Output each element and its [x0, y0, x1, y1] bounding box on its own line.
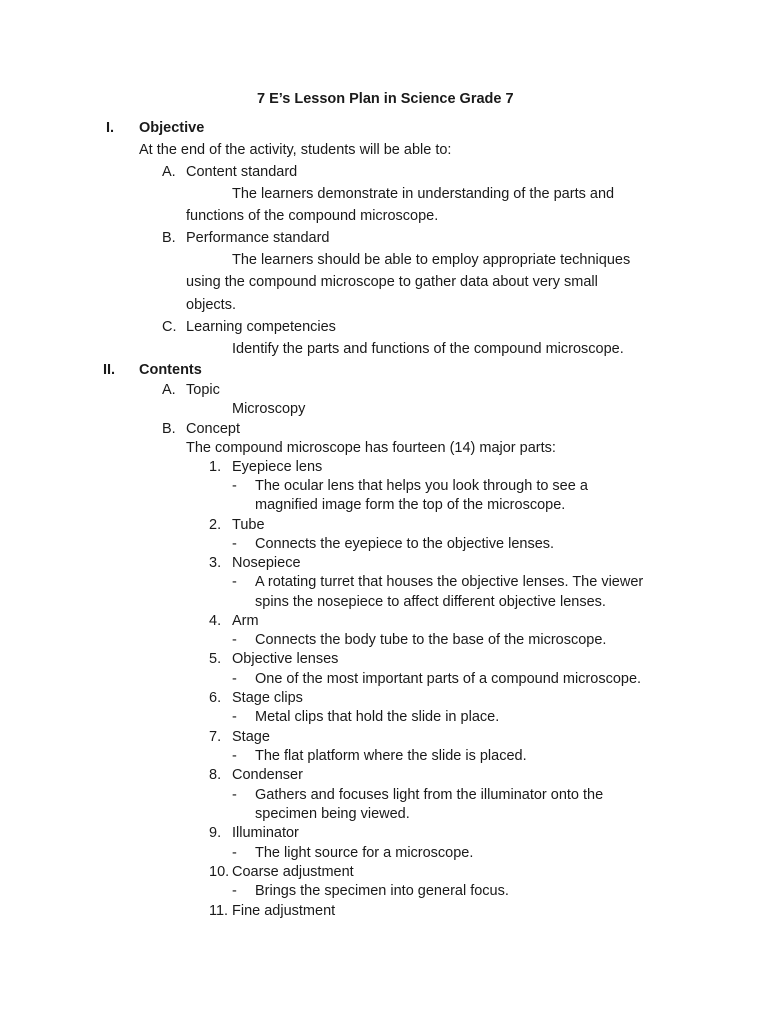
- part-name: Arm: [232, 613, 259, 629]
- section-2-number: II.: [103, 362, 116, 378]
- topic-text: Microscopy: [232, 401, 306, 417]
- section-1-heading: Objective: [139, 120, 205, 136]
- section-1-number: I.: [106, 120, 115, 136]
- part-description: The ocular lens that helps you look through to see a: [255, 478, 588, 494]
- part-description: One of the most important parts of a compound microscope.: [255, 671, 642, 687]
- part-name: Nosepiece: [232, 555, 301, 571]
- part-number: 10.: [209, 864, 230, 880]
- objective-intro: At the end of the activity, students will be able to:: [139, 142, 452, 158]
- performance-standard-text-1: The learners should be able to employ appropriate techniques: [232, 252, 631, 268]
- part-number: 4.: [209, 613, 222, 629]
- part-name: Fine adjustment: [232, 903, 336, 919]
- content-standard-label: Content standard: [186, 164, 298, 180]
- learning-competencies-label: Learning competencies: [186, 319, 336, 335]
- part-description: Gathers and focuses light from the illuminator onto the: [255, 787, 604, 803]
- part-bullet: -: [232, 574, 237, 590]
- part-name: Objective lenses: [232, 651, 339, 667]
- list-letter-a: A.: [162, 164, 176, 180]
- topic-label: Topic: [186, 382, 220, 398]
- list-letter-a: A.: [162, 382, 176, 398]
- part-description: The light source for a microscope.: [255, 845, 474, 861]
- section-2-heading: Contents: [139, 362, 202, 378]
- part-description: Metal clips that hold the slide in place.: [255, 709, 500, 725]
- part-bullet: -: [232, 478, 237, 494]
- list-letter-c: C.: [162, 319, 177, 335]
- part-name: Tube: [232, 517, 265, 533]
- part-name: Eyepiece lens: [232, 459, 323, 475]
- part-number: 5.: [209, 651, 222, 667]
- part-name: Coarse adjustment: [232, 864, 354, 880]
- part-bullet: -: [232, 748, 237, 764]
- list-letter-b: B.: [162, 421, 176, 437]
- part-number: 3.: [209, 555, 222, 571]
- performance-standard-label: Performance standard: [186, 230, 330, 246]
- part-name: Stage: [232, 729, 270, 745]
- part-description: Connects the body tube to the base of the microscope.: [255, 632, 607, 648]
- part-bullet: -: [232, 671, 237, 687]
- part-description: Connects the eyepiece to the objective lenses.: [255, 536, 555, 552]
- part-description: specimen being viewed.: [255, 806, 410, 822]
- part-bullet: -: [232, 536, 237, 552]
- part-bullet: -: [232, 709, 237, 725]
- part-name: Stage clips: [232, 690, 303, 706]
- part-number: 6.: [209, 690, 222, 706]
- part-name: Condenser: [232, 767, 303, 783]
- part-description: spins the nosepiece to affect different objective lenses.: [255, 594, 606, 610]
- performance-standard-text-3: objects.: [186, 297, 236, 313]
- part-number: 9.: [209, 825, 222, 841]
- part-bullet: -: [232, 632, 237, 648]
- part-number: 8.: [209, 767, 222, 783]
- part-bullet: -: [232, 787, 237, 803]
- concept-label: Concept: [186, 421, 241, 437]
- part-description: A rotating turret that houses the objective lenses. The viewer: [255, 574, 644, 590]
- content-standard-text-1: The learners demonstrate in understanding of the parts and: [232, 186, 615, 202]
- part-number: 1.: [209, 459, 222, 475]
- part-bullet: -: [232, 883, 237, 899]
- part-description: The flat platform where the slide is placed.: [255, 748, 527, 764]
- concept-intro: The compound microscope has fourteen (14) major parts:: [186, 440, 556, 456]
- part-name: Illuminator: [232, 825, 299, 841]
- part-description: Brings the specimen into general focus.: [255, 883, 509, 899]
- document-title: 7 E’s Lesson Plan in Science Grade 7: [257, 91, 514, 107]
- part-number: 7.: [209, 729, 222, 745]
- part-number: 2.: [209, 517, 222, 533]
- part-description: magnified image form the top of the microscope.: [255, 497, 566, 513]
- part-bullet: -: [232, 845, 237, 861]
- content-standard-text-2: functions of the compound microscope.: [186, 208, 439, 224]
- performance-standard-text-2: using the compound microscope to gather data about very small: [186, 274, 598, 290]
- list-letter-b: B.: [162, 230, 176, 246]
- part-number: 11.: [209, 903, 229, 919]
- learning-competencies-text: Identify the parts and functions of the compound microscope.: [232, 341, 624, 357]
